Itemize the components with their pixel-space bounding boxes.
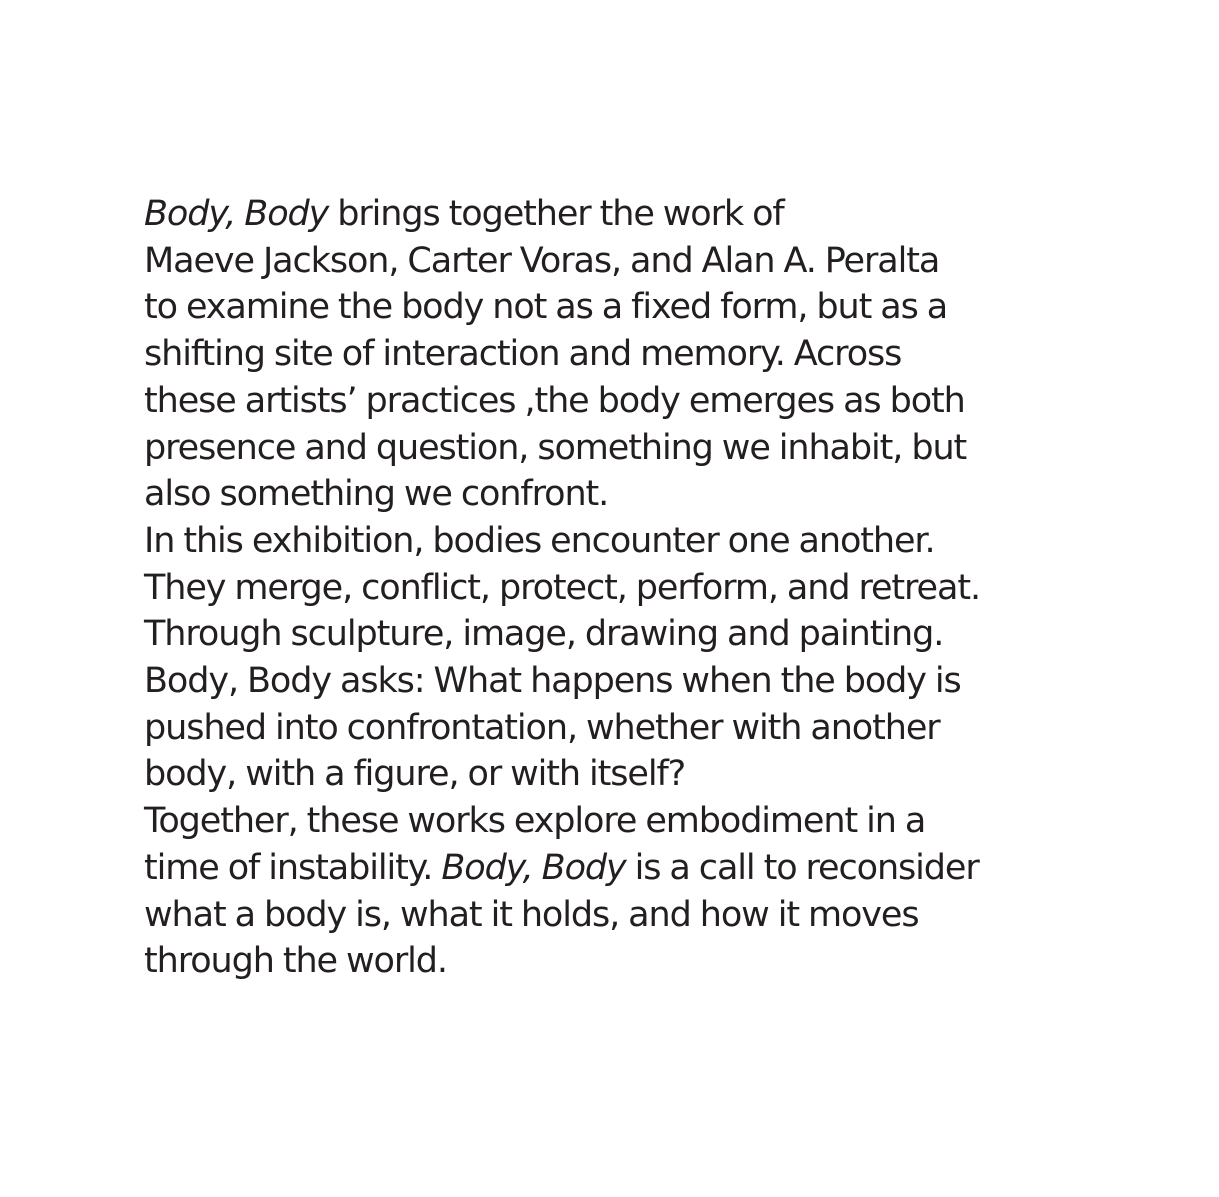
statement-text: brings together the work of (328, 194, 784, 234)
statement-line: In this exhibition, bodies encounter one another. (144, 520, 935, 561)
statement-line: pushed into confrontation, whether with another (144, 707, 940, 748)
exhibition-title: Body, Body (144, 194, 329, 234)
statement-line: They merge, conflict, protect, perform, and retreat. (144, 567, 980, 608)
statement-line: Through sculpture, image, drawing and painting. (144, 614, 944, 655)
statement-line: Maeve Jackson, Carter Voras, and Alan A. Peralta (144, 240, 940, 281)
statement-line (144, 845, 1204, 892)
statement-text: time of instability. (144, 847, 442, 888)
statement-text: is a call to reconsider (625, 847, 979, 888)
statement-line: shifting site of interaction and memory. Across (144, 334, 902, 375)
exhibition-statement (144, 191, 1204, 985)
exhibition-title: Body, Body (441, 847, 626, 888)
statement-line (144, 191, 1204, 238)
statement-line: presence and question, something we inhabit, but (144, 427, 967, 468)
statement-line: Together, these works explore embodiment in a (144, 801, 926, 842)
statement-line: what a body is, what it holds, and how it moves (144, 894, 919, 935)
statement-line: through the world. (144, 941, 447, 982)
statement-line: these artists’ practices ,the body emerges as both (144, 380, 965, 421)
statement-line: body, with a figure, or with itself? (144, 754, 686, 795)
statement-line: also something we confront. (144, 474, 609, 515)
statement-line: Body, Body asks: What happens when the body is (144, 661, 961, 702)
statement-line: to examine the body not as a fixed form, but as a (144, 287, 948, 328)
